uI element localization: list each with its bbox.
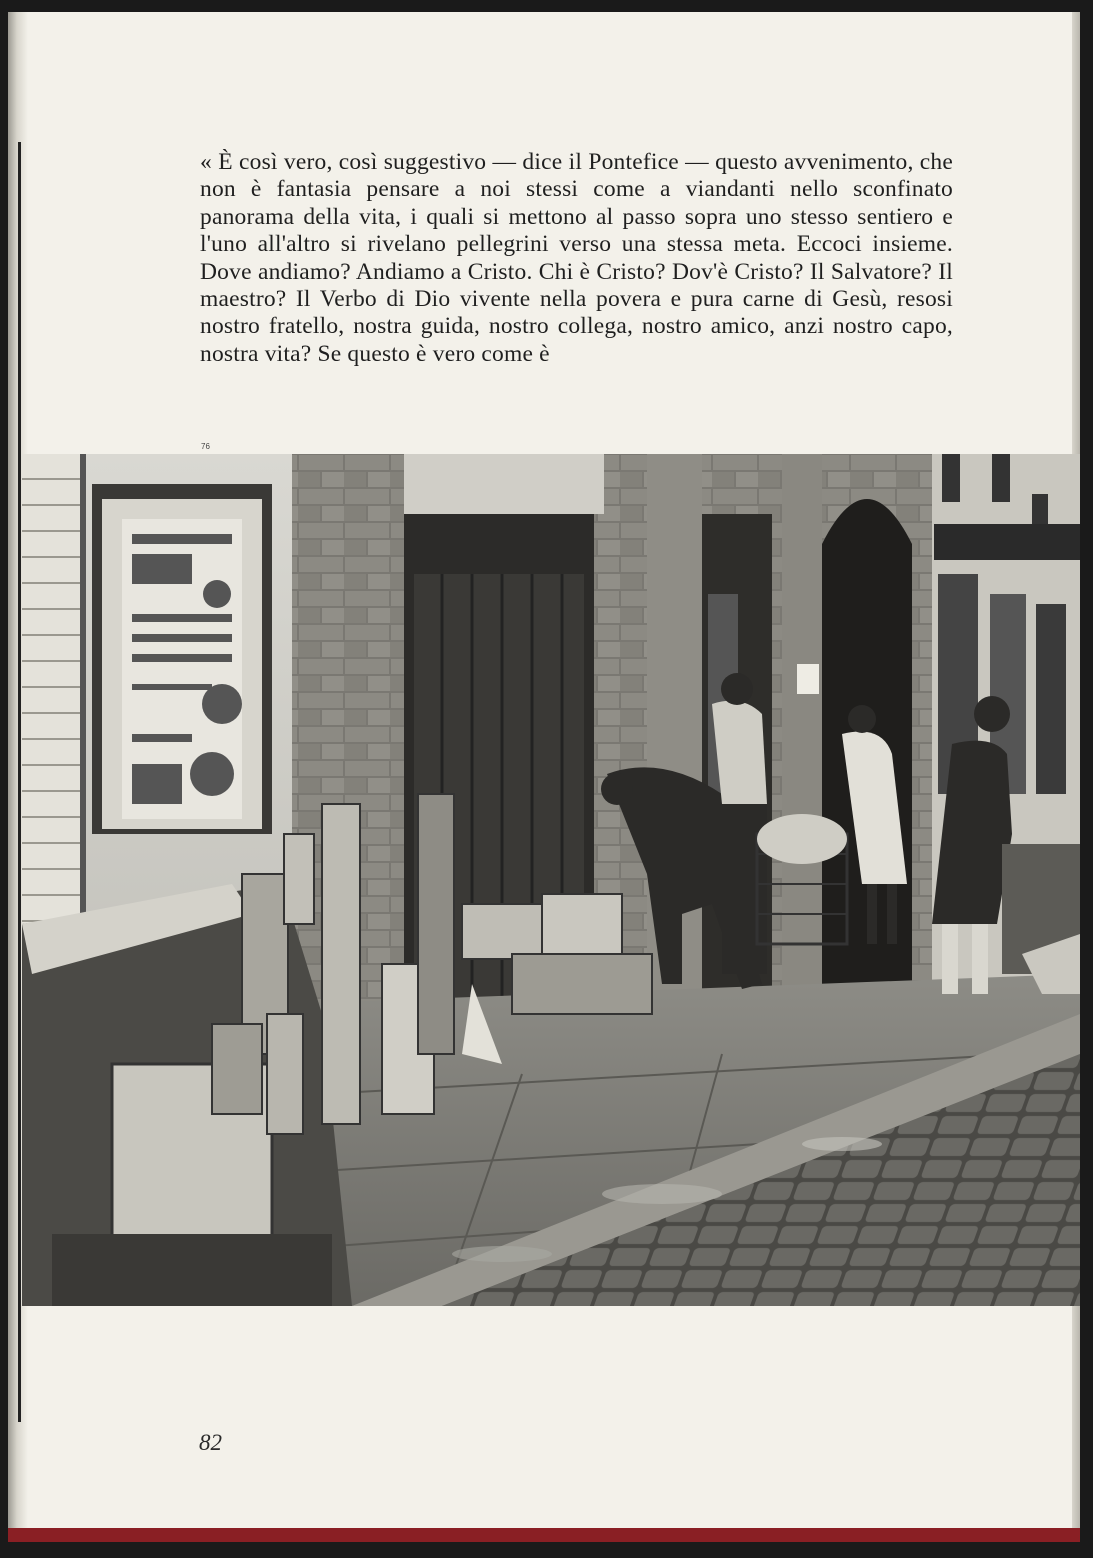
binding-edge-band [8,1528,1080,1542]
book-page [8,12,1080,1542]
street-photograph [22,454,1080,1306]
binding-line [18,142,21,1422]
photo-number: 76 [201,442,210,451]
page-number: 82 [199,1430,222,1455]
body-paragraph: « È così vero, così suggestivo — dice il Pontefice — questo avvenimento, che non è fantasia pensare a noi stessi come a viandanti nello sconfinato panorama della vita, i quali si mettono al passo sopra uno stesso sentiero e l'uno all'altro si rivelano pellegrini verso una stessa meta. Eccoci insieme. Dove andiamo? Andiamo a Cristo. Chi è Cristo? Dov'è Cristo? Il Salvatore? Il maestro? Il Verbo di Dio vivente nella povera e pura carne di Gesù, resosi nostro fratello, nostra guida, nostro collega, nostro amico, anzi nostro capo, nostra vita? Se questo è vero come è [200,149,953,367]
